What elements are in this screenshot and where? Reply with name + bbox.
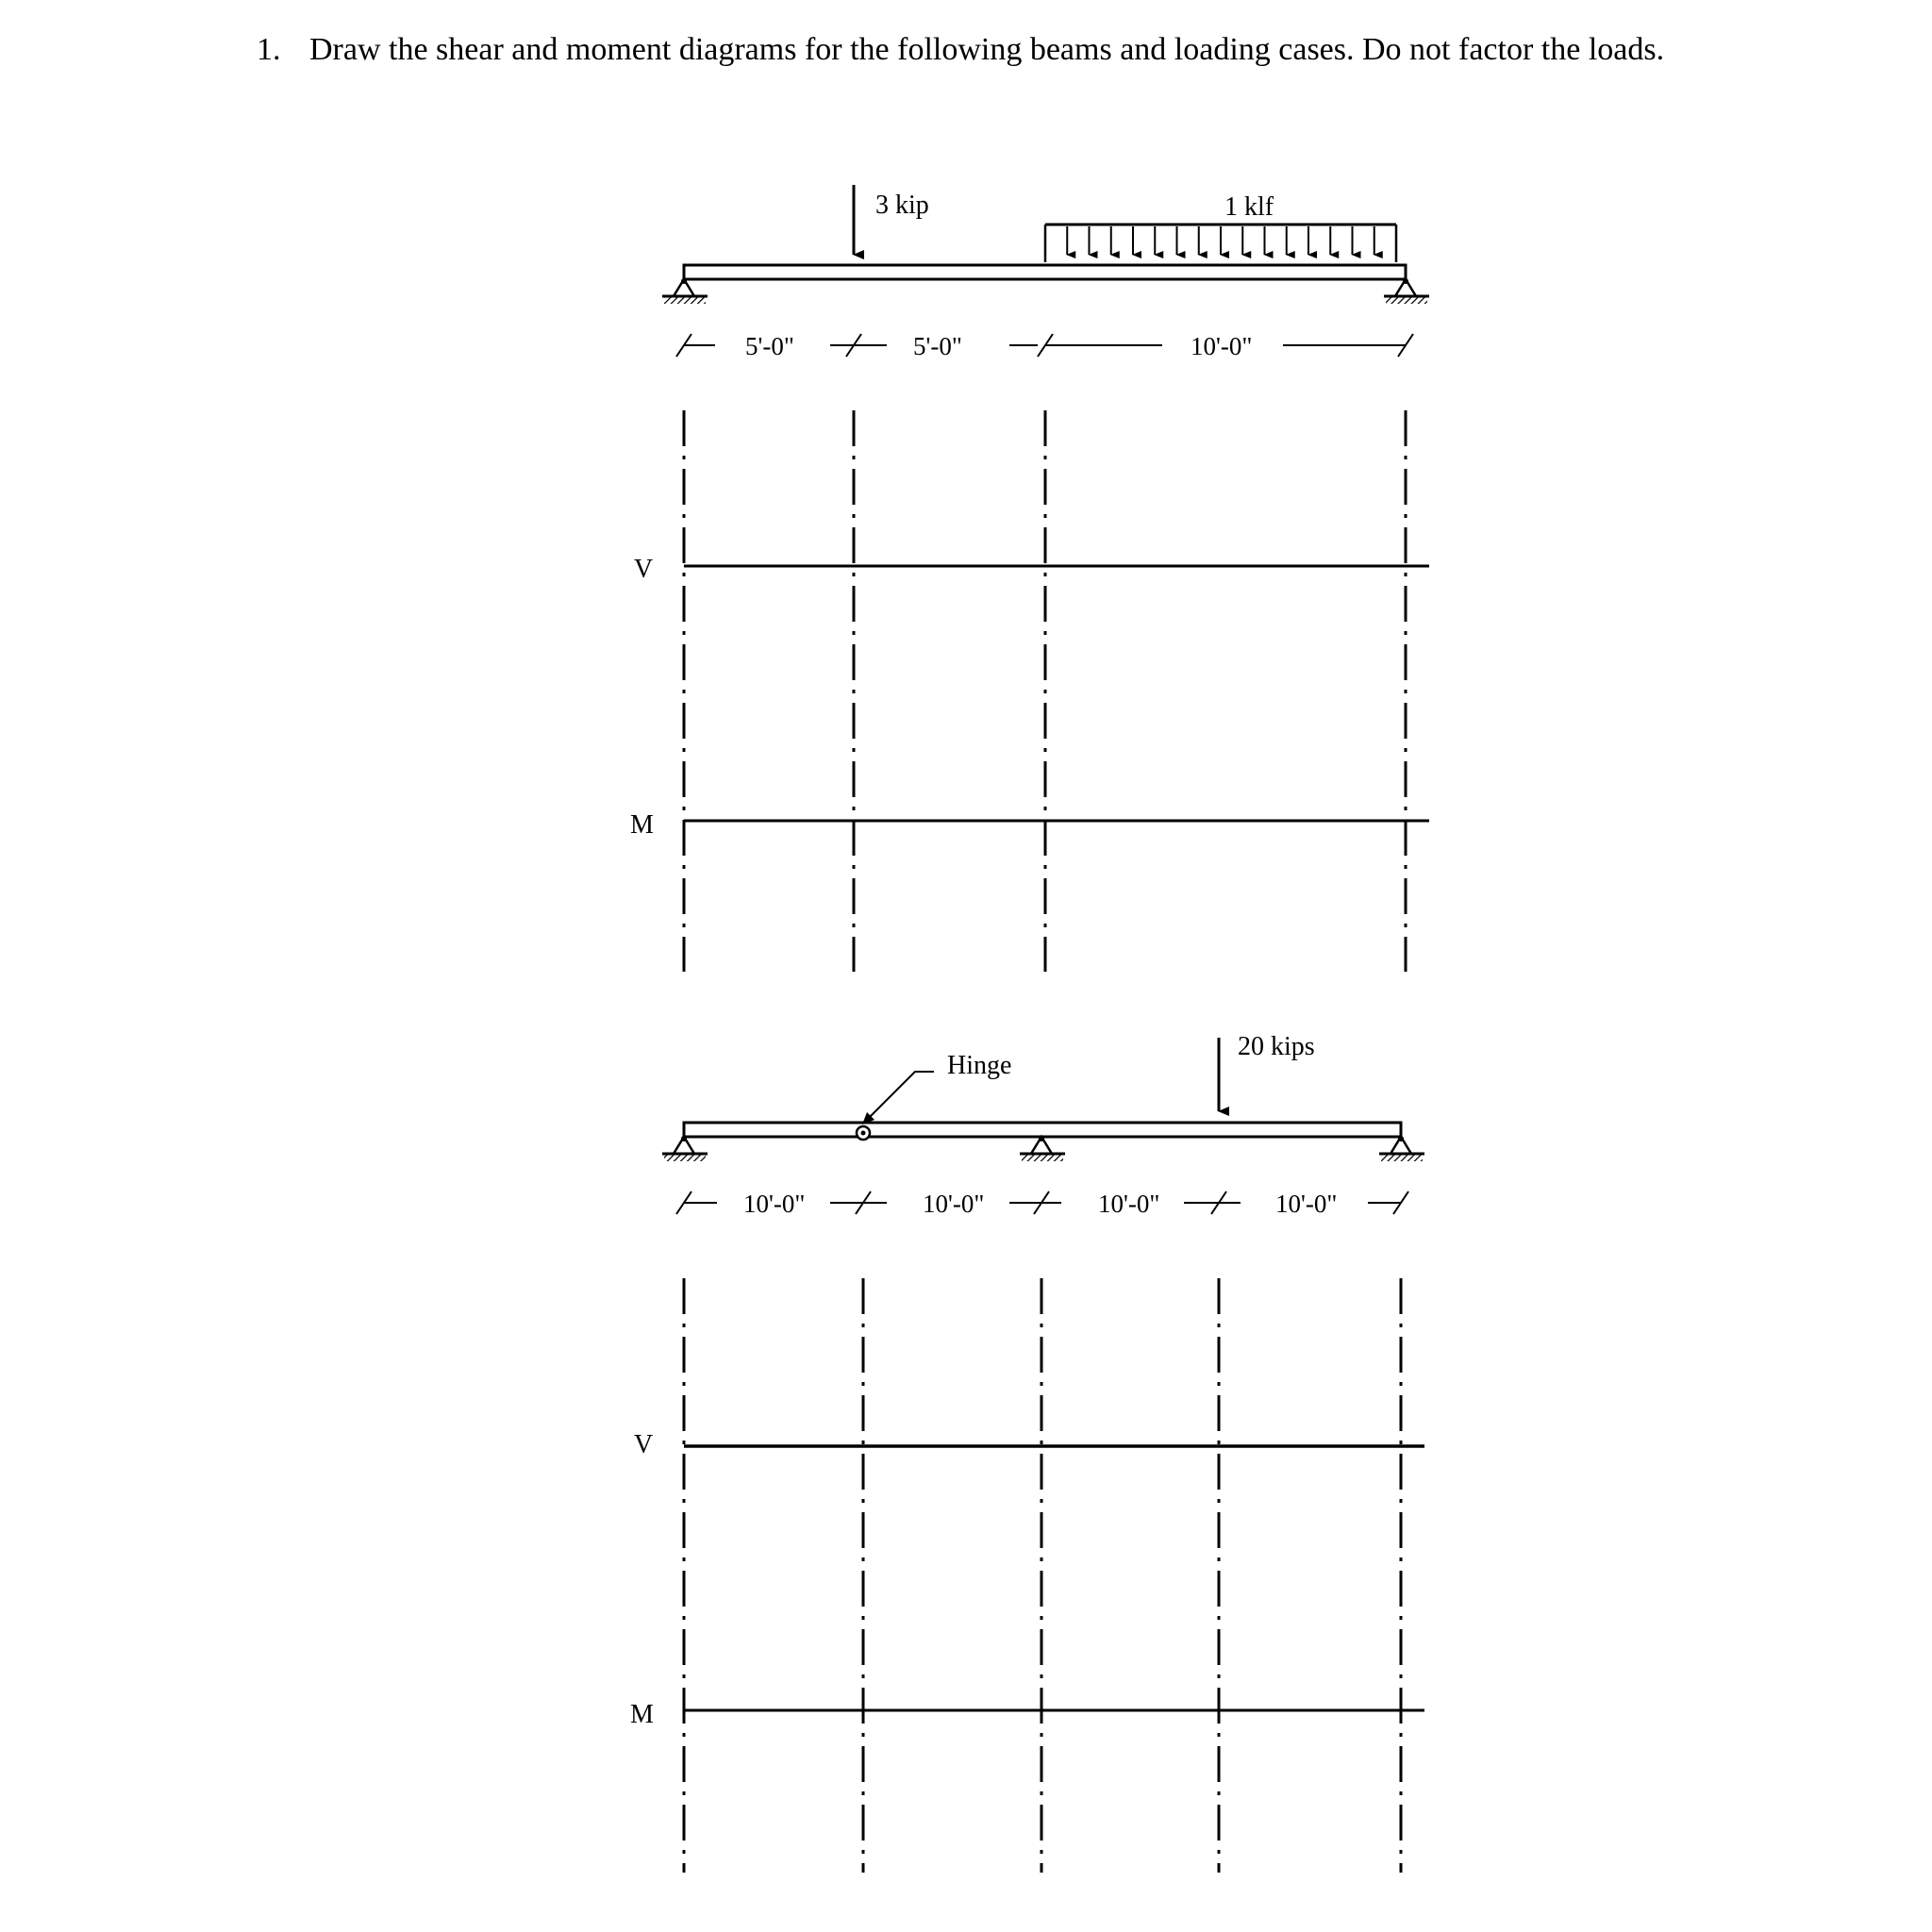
- beam2-pin-support-right: [1379, 1136, 1424, 1161]
- beam1-dim-1: 5'-0": [745, 332, 794, 360]
- beam2-pin-support-left: [662, 1136, 708, 1161]
- beam1-member: [684, 265, 1406, 279]
- beam1-shear-label: V: [634, 555, 654, 584]
- beam1-distributed-load-label: 1 klf: [1224, 192, 1274, 222]
- beam1-dim-3: 10'-0": [1191, 332, 1253, 360]
- beam2-hinge-label: Hinge: [947, 1051, 1012, 1080]
- beam2-pin-support-middle: [1020, 1136, 1065, 1161]
- beam2-group: [630, 1032, 1424, 1873]
- beam1-point-load-label: 3 kip: [875, 191, 929, 220]
- beam2-dim-2: 10'-0": [923, 1190, 985, 1218]
- beam1-moment-label: M: [630, 810, 654, 840]
- beam2-point-load-label: 20 kips: [1238, 1032, 1315, 1061]
- problem-number: 1.: [257, 32, 281, 67]
- beam2-guide-lines: [684, 1278, 1401, 1873]
- beam1-pin-support-right: [1384, 278, 1429, 304]
- beam2-hinge-leader: [870, 1072, 934, 1117]
- beam1-distributed-load: [1045, 225, 1396, 262]
- beam1-guide-lines: [684, 410, 1406, 972]
- beam2-dim-4: 10'-0": [1275, 1190, 1338, 1218]
- beam2-hinge: [857, 1126, 870, 1140]
- problem-text: Draw the shear and moment diagrams for the following beams and loading cases. Do not factor the loads.: [309, 32, 1665, 67]
- beam1-pin-support-left: [662, 278, 708, 304]
- beam2-dim-3: 10'-0": [1098, 1190, 1160, 1218]
- beam2-member: [684, 1123, 1401, 1137]
- beam2-dim-1: 10'-0": [743, 1190, 806, 1218]
- beam1-dim-2: 5'-0": [913, 332, 962, 360]
- beam1-group: [630, 185, 1429, 972]
- beam2-shear-label: V: [634, 1430, 654, 1459]
- beam2-moment-label: M: [630, 1700, 654, 1729]
